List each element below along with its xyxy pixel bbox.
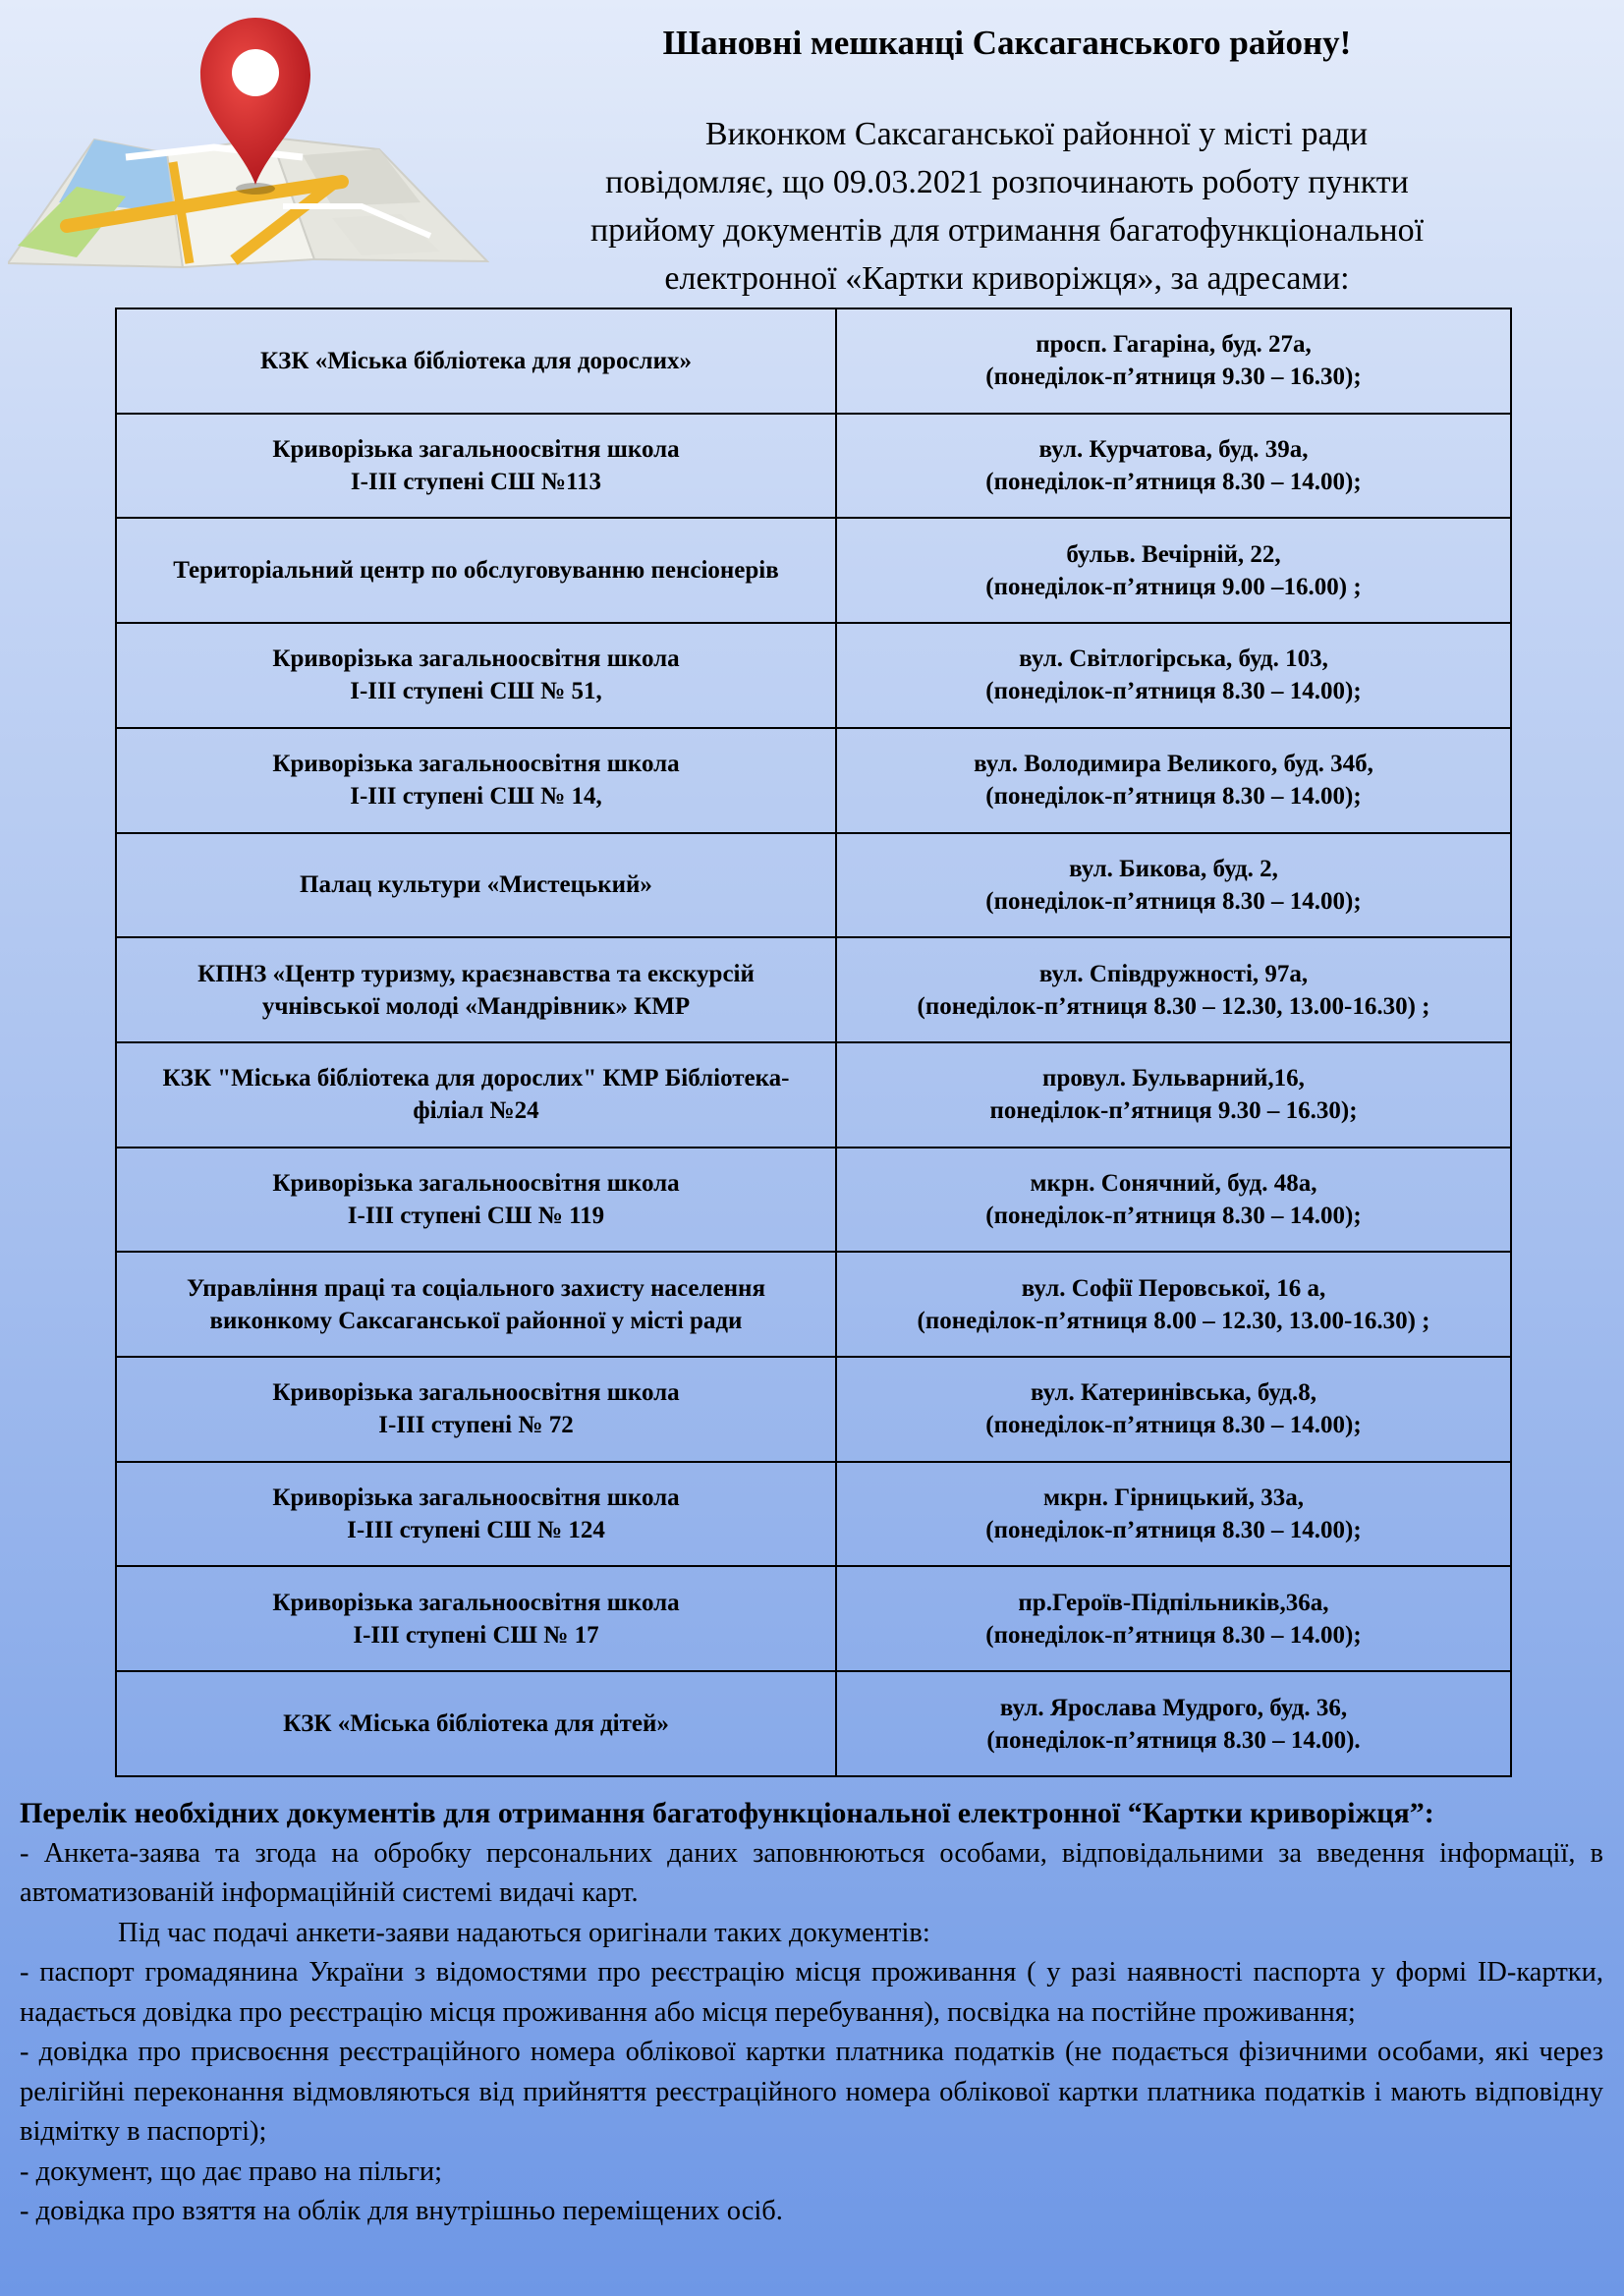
point-address-line: вул. Співдружності, 97а,	[1038, 960, 1309, 987]
point-name-cell	[116, 937, 836, 1042]
point-name-line: Палац культури «Мистецький»	[300, 871, 652, 899]
point-address-line: (понеділок-п’ятниця 9.00 –16.00) ;	[985, 573, 1362, 600]
point-name-line: І-ІІІ ступені СШ № 119	[347, 1202, 605, 1229]
point-name-line: І-ІІІ ступені СШ № 14,	[350, 783, 602, 811]
table-row	[116, 1566, 1511, 1671]
point-name-cell	[116, 728, 836, 833]
point-name-line: КЗК «Міська бібліотека для дорослих»	[260, 347, 692, 374]
point-address-line: мкрн. Сонячний, буд. 48а,	[1030, 1169, 1317, 1197]
table-row	[116, 1252, 1511, 1357]
point-name-cell	[116, 1357, 836, 1462]
point-name-cell	[116, 623, 836, 728]
documents-title: Перелік необхідних документів для отримання багатофункціональної електронної “Картки криворіжця”:	[20, 1797, 1434, 1829]
point-address-cell	[836, 937, 1511, 1042]
point-name-line: І-ІІІ ступені СШ №113	[350, 469, 602, 496]
documents-section	[20, 1794, 1603, 2232]
table-row	[116, 623, 1511, 728]
point-address-line: провул. Бульварний,16,	[1042, 1065, 1305, 1092]
point-name-line: Територіальний центр по обслуговуванню пенсіонерів	[173, 557, 779, 585]
documents-item: - довідка про присвоєння реєстраційного номера облікової картки платника податків (не подається фізичними особами, які через релігійні переконання відмовляються від прийняття реєстраційного номера облікової картки платника податків і мають відповідну відмітку в паспорті);	[20, 2037, 1603, 2147]
point-address-line: вул. Софії Перовської, 16 а,	[1021, 1274, 1326, 1302]
documents-item: - довідка про взяття на облік для внутрішньо переміщених осіб.	[20, 2196, 783, 2226]
point-address-line: (понеділок-п’ятниця 8.30 – 14.00);	[985, 887, 1362, 915]
point-name-line: Криворізька загальноосвітня школа	[272, 645, 680, 673]
table-row	[116, 1462, 1511, 1567]
table-row	[116, 1148, 1511, 1253]
point-address-cell	[836, 1566, 1511, 1671]
point-address-cell	[836, 833, 1511, 938]
documents-item: - документ, що дає право на пільги;	[20, 2156, 443, 2187]
point-address-cell	[836, 623, 1511, 728]
table-row	[116, 308, 1511, 414]
point-name-line: Криворізька загальноосвітня школа	[272, 1169, 680, 1197]
point-address-line: понеділок-п’ятниця 9.30 – 16.30);	[989, 1097, 1358, 1125]
point-address-line: просп. Гагаріна, буд. 27а,	[1036, 331, 1312, 359]
table-row	[116, 1042, 1511, 1148]
point-address-line: вул. Володимира Великого, буд. 34б,	[974, 751, 1373, 778]
point-name-line: І-ІІІ ступені СШ № 17	[353, 1621, 599, 1649]
table-row	[116, 728, 1511, 833]
point-address-line: (понеділок-п’ятниця 8.30 – 14.00);	[985, 678, 1362, 705]
point-address-cell	[836, 518, 1511, 623]
point-address-cell	[836, 1252, 1511, 1357]
point-address-cell	[836, 728, 1511, 833]
table-row	[116, 414, 1511, 519]
point-address-cell	[836, 308, 1511, 414]
point-address-cell	[836, 1671, 1511, 1776]
intro-line: прийому документів для отримання багатофункціональної	[589, 212, 1425, 249]
point-address-line: (понеділок-п’ятниця 8.30 – 12.30, 13.00-16.30) ;	[917, 992, 1430, 1020]
point-name-line: філіал №24	[413, 1097, 539, 1125]
point-address-line: (понеділок-п’ятниця 8.30 – 14.00);	[985, 1412, 1362, 1439]
point-address-line: вул. Курчатова, буд. 39а,	[1038, 436, 1309, 464]
intro-line: Виконком Саксаганської районної у місті ради	[704, 116, 1369, 152]
point-address-line: мкрн. Гірницький, 33а,	[1043, 1484, 1304, 1512]
point-name-line: І-ІІІ ступені СШ № 51,	[350, 678, 602, 705]
documents-originals-intro: Під час подачі анкети-заяви надаються оригінали таких документів:	[118, 1917, 930, 1948]
point-name-line: Криворізька загальноосвітня школа	[272, 751, 680, 778]
page-title: Шановні мешканці Саксаганського району!	[662, 24, 1352, 62]
point-address-line: (понеділок-п’ятниця 8.30 – 14.00).	[986, 1726, 1361, 1754]
point-name-line: учнівської молоді «Мандрівник» КМР	[261, 992, 691, 1020]
point-address-line: (понеділок-п’ятниця 8.00 – 12.30, 13.00-16.30) ;	[917, 1307, 1430, 1334]
point-address-line: (понеділок-п’ятниця 8.30 – 14.00);	[985, 1621, 1362, 1649]
point-address-line: (понеділок-п’ятниця 8.30 – 14.00);	[985, 783, 1362, 811]
point-address-cell	[836, 1148, 1511, 1253]
point-name-line: І-ІІІ ступені № 72	[378, 1412, 574, 1439]
point-name-cell	[116, 518, 836, 623]
point-address-line: (понеділок-п’ятниця 8.30 – 14.00);	[985, 1517, 1362, 1544]
point-name-cell	[116, 414, 836, 519]
point-name-line: Криворізька загальноосвітня школа	[272, 436, 680, 464]
point-address-line: вул. Катеринівська, буд.8,	[1030, 1379, 1316, 1407]
point-name-cell	[116, 308, 836, 414]
point-address-line: вул. Світлогірська, буд. 103,	[1019, 645, 1328, 673]
intro-line: електронної «Картки криворіжця», за адресами:	[664, 260, 1350, 297]
point-name-line: Криворізька загальноосвітня школа	[272, 1484, 680, 1512]
point-address-line: (понеділок-п’ятниця 8.30 – 14.00);	[985, 469, 1362, 496]
map-pin-icon	[8, 10, 489, 270]
point-name-line: виконкому Саксаганської районної у місті ради	[209, 1307, 743, 1334]
point-address-line: (понеділок-п’ятниця 9.30 – 16.30);	[985, 364, 1362, 391]
documents-item: - паспорт громадянина України з відомостями про реєстрацію місця проживання ( у разі наявності паспорта у формі ID-картки, надається довідка про реєстрацію місця проживання або місця перебування), посвідка на постійне проживання;	[20, 1957, 1603, 2028]
intro-text	[501, 110, 1513, 303]
intro-line: повідомляє, що 09.03.2021 розпочинають роботу пункти	[605, 164, 1409, 200]
point-name-cell	[116, 1671, 836, 1776]
point-name-line: Криворізька загальноосвітня школа	[272, 1379, 680, 1407]
point-name-line: Управління праці та соціального захисту населення	[187, 1274, 765, 1302]
point-name-line: КПНЗ «Центр туризму, краєзнавства та екскурсій	[197, 960, 755, 987]
table-row	[116, 833, 1511, 938]
point-address-line: пр.Героїв-Підпільників,36а,	[1018, 1589, 1329, 1616]
point-name-cell	[116, 1566, 836, 1671]
point-address-cell	[836, 1357, 1511, 1462]
reception-points-table	[115, 308, 1512, 1777]
point-address-cell	[836, 414, 1511, 519]
point-address-line: вул. Бикова, буд. 2,	[1069, 855, 1278, 882]
point-address-cell	[836, 1042, 1511, 1148]
point-name-line: КЗК "Міська бібліотека для дорослих" КМР Бібліотека-	[162, 1065, 790, 1092]
point-name-cell	[116, 1462, 836, 1567]
point-name-line: Криворізька загальноосвітня школа	[272, 1589, 680, 1616]
point-address-line: вул. Ярослава Мудрого, буд. 36,	[999, 1694, 1348, 1721]
point-address-line: (понеділок-п’ятниця 8.30 – 14.00);	[985, 1202, 1362, 1229]
table-row	[116, 937, 1511, 1042]
documents-form-note: - Анкета-заява та згода на обробку персональних даних заповнюються особами, відповідальними за введення інформації, в автоматизованій інформаційній системі видачі карт.	[20, 1837, 1603, 1908]
point-name-cell	[116, 833, 836, 938]
table-row	[116, 1357, 1511, 1462]
point-address-cell	[836, 1462, 1511, 1567]
point-name-cell	[116, 1148, 836, 1253]
point-address-line: бульв. Вечірній, 22,	[1066, 540, 1281, 568]
table-row	[116, 518, 1511, 623]
table-row	[116, 1671, 1511, 1776]
point-name-line: КЗК «Міська бібліотека для дітей»	[283, 1710, 669, 1738]
point-name-cell	[116, 1042, 836, 1148]
point-name-line: І-ІІІ ступені СШ № 124	[347, 1517, 605, 1544]
point-name-cell	[116, 1252, 836, 1357]
